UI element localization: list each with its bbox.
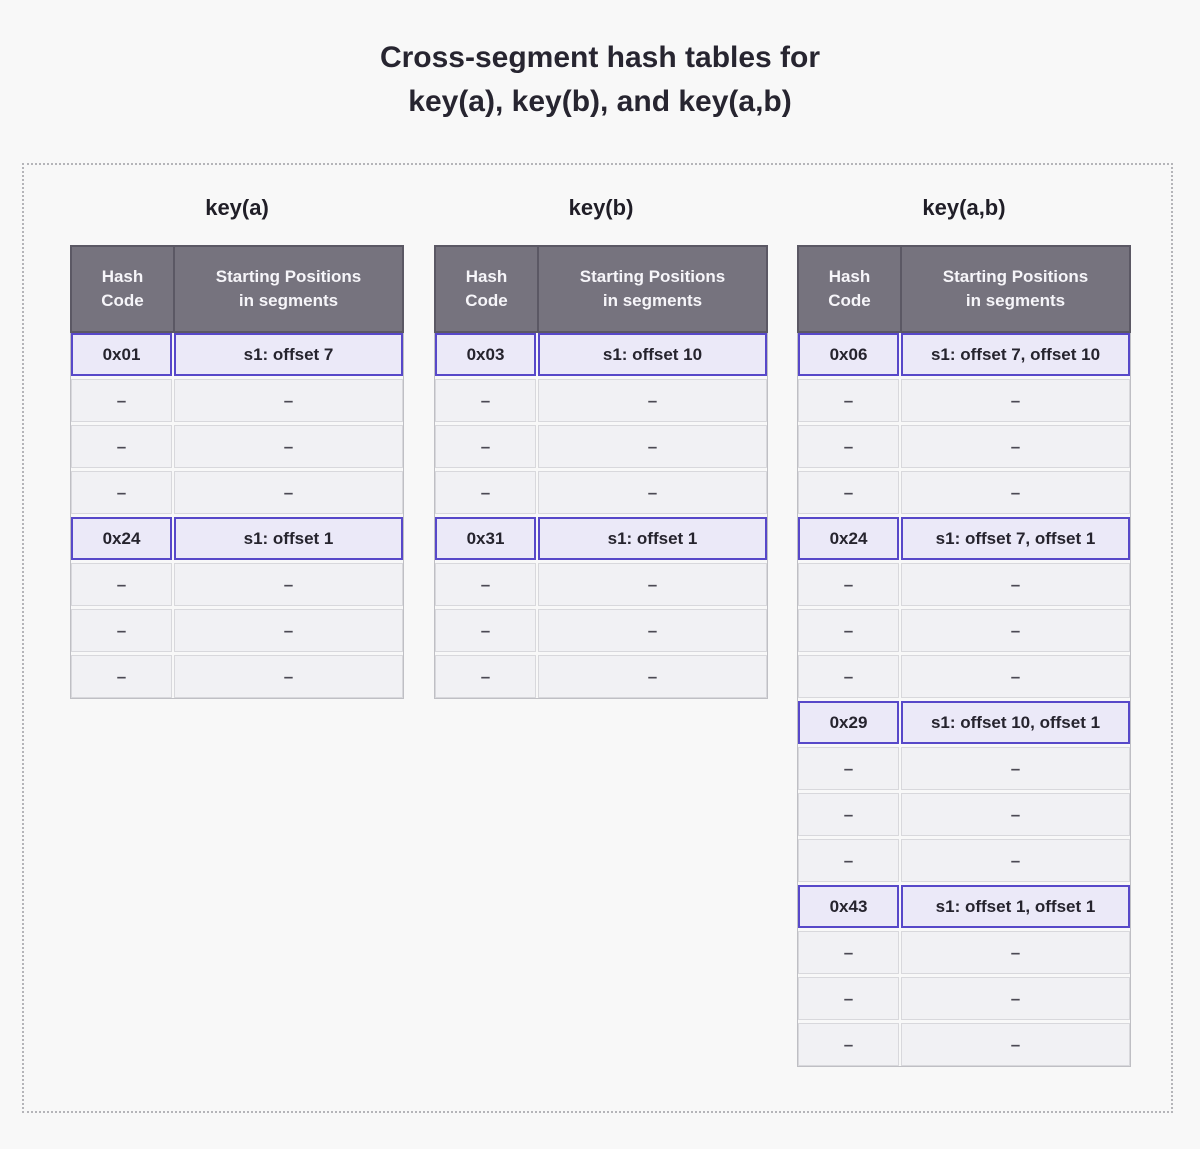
starting-positions-cell: – [901, 379, 1130, 422]
hash-code-cell: 0x24 [798, 517, 899, 560]
table-header [434, 245, 768, 333]
hash-code-cell: – [71, 609, 172, 652]
table-title-key-b: key(b) [568, 195, 634, 220]
starting-positions-cell: – [901, 563, 1130, 606]
hash-code-header [72, 247, 175, 331]
diagram-title-line1: Cross-segment hash tables for [379, 41, 821, 74]
starting-positions-cell: s1: offset 1, offset 1 [901, 885, 1130, 928]
starting-positions-cell: – [901, 425, 1130, 468]
hash-code-cell: – [435, 655, 536, 698]
table-row-empty [798, 609, 1130, 652]
hash-code-header-line1: Hash [101, 267, 144, 286]
table-row-empty [798, 655, 1130, 698]
table-row-entry [798, 701, 1130, 744]
hash-code-cell: – [798, 379, 899, 422]
diagram-title-line2: key(a), key(b), and key(a,b) [408, 85, 792, 118]
hash-code-header-line2: Code [101, 291, 144, 310]
table-row-empty [798, 793, 1130, 836]
table-row-empty [435, 563, 767, 606]
hash-code-cell: 0x03 [435, 333, 536, 376]
hash-code-cell: – [71, 471, 172, 514]
table-row-empty [71, 425, 403, 468]
starting-positions-header [902, 247, 1129, 331]
starting-positions-cell: s1: offset 1 [174, 517, 403, 560]
starting-positions-cell: s1: offset 1 [538, 517, 767, 560]
starting-positions-cell: – [901, 471, 1130, 514]
table-row-entry [798, 517, 1130, 560]
hash-code-cell: 0x01 [71, 333, 172, 376]
table-row-empty [798, 379, 1130, 422]
table-body [797, 333, 1131, 1067]
starting-positions-cell: – [174, 425, 403, 468]
hash-code-cell: – [71, 563, 172, 606]
table-row-empty [435, 379, 767, 422]
table-row-empty [798, 839, 1130, 882]
table-row-empty [798, 931, 1130, 974]
starting-positions-cell: – [174, 471, 403, 514]
hash-code-header-line1: Hash [465, 267, 508, 286]
table-row-empty [798, 1023, 1130, 1066]
table-row-empty [71, 563, 403, 606]
starting-positions-cell: – [538, 425, 767, 468]
hash-code-cell: – [798, 1023, 899, 1066]
table-row-empty [798, 563, 1130, 606]
table-body [70, 333, 404, 699]
starting-positions-cell: s1: offset 7 [174, 333, 403, 376]
hash-code-header-line2: Code [465, 291, 508, 310]
table-row-empty [71, 471, 403, 514]
hash-code-cell: – [798, 655, 899, 698]
hash-code-header-line1: Hash [828, 267, 871, 286]
starting-positions-header-line2: in segments [238, 291, 339, 310]
table-row-empty [798, 977, 1130, 1020]
table-row-entry [435, 333, 767, 376]
starting-positions-cell: – [174, 379, 403, 422]
hash-code-cell: – [435, 471, 536, 514]
hash-code-cell: – [798, 425, 899, 468]
table-row-empty [435, 655, 767, 698]
hash-code-cell: – [798, 747, 899, 790]
starting-positions-header-line2: in segments [602, 291, 703, 310]
table-row-empty [71, 609, 403, 652]
table-row-empty [435, 471, 767, 514]
table-row-entry [71, 333, 403, 376]
starting-positions-cell: – [901, 839, 1130, 882]
table-row-empty [798, 471, 1130, 514]
starting-positions-cell: – [901, 1023, 1130, 1066]
diagram-title [0, 36, 1200, 124]
hash-table-key-b [434, 195, 768, 699]
starting-positions-cell: – [538, 563, 767, 606]
starting-positions-cell: – [901, 747, 1130, 790]
hash-code-cell: – [798, 609, 899, 652]
hash-code-cell: – [798, 931, 899, 974]
starting-positions-cell: s1: offset 7, offset 10 [901, 333, 1130, 376]
table-row-entry [435, 517, 767, 560]
hash-code-cell: – [798, 793, 899, 836]
hash-table-key-a [70, 195, 404, 699]
table-title-key-a: key(a) [205, 195, 269, 220]
starting-positions-cell: – [538, 655, 767, 698]
starting-positions-cell: – [174, 563, 403, 606]
hash-code-cell: 0x43 [798, 885, 899, 928]
table-row-empty [435, 609, 767, 652]
starting-positions-header-line1: Starting Positions [579, 267, 726, 286]
starting-positions-cell: – [901, 931, 1130, 974]
hash-code-cell: – [71, 655, 172, 698]
table-row-empty [435, 425, 767, 468]
hash-code-header-line2: Code [828, 291, 871, 310]
hash-code-cell: – [71, 425, 172, 468]
table-row-entry [798, 885, 1130, 928]
hash-code-cell: – [798, 977, 899, 1020]
table-row-entry [71, 517, 403, 560]
table-row-empty [798, 425, 1130, 468]
starting-positions-cell: – [174, 655, 403, 698]
starting-positions-cell: – [538, 379, 767, 422]
hash-code-header [799, 247, 902, 331]
hash-code-cell: – [435, 379, 536, 422]
starting-positions-cell: s1: offset 7, offset 1 [901, 517, 1130, 560]
table-title-key-ab: key(a,b) [922, 195, 1006, 220]
starting-positions-cell: – [538, 471, 767, 514]
hash-code-cell: 0x06 [798, 333, 899, 376]
hash-code-cell: – [435, 425, 536, 468]
hash-code-cell: – [798, 471, 899, 514]
starting-positions-cell: – [901, 655, 1130, 698]
starting-positions-header [175, 247, 402, 331]
starting-positions-header-line1: Starting Positions [215, 267, 362, 286]
hash-code-cell: – [798, 839, 899, 882]
starting-positions-header [539, 247, 766, 331]
dotted-frame [22, 163, 1173, 1113]
table-header [797, 245, 1131, 333]
starting-positions-cell: – [538, 609, 767, 652]
hash-code-cell: – [71, 379, 172, 422]
hash-code-cell: 0x29 [798, 701, 899, 744]
hash-code-header [436, 247, 539, 331]
table-row-empty [71, 655, 403, 698]
table-row-empty [798, 747, 1130, 790]
hash-code-cell: – [798, 563, 899, 606]
starting-positions-cell: – [901, 977, 1130, 1020]
hash-code-cell: – [435, 609, 536, 652]
starting-positions-cell: – [174, 609, 403, 652]
table-header [70, 245, 404, 333]
hash-table-key-ab [797, 195, 1131, 1067]
starting-positions-cell: – [901, 793, 1130, 836]
table-row-entry [798, 333, 1130, 376]
table-body [434, 333, 768, 699]
table-row-empty [71, 379, 403, 422]
hash-code-cell: – [435, 563, 536, 606]
hash-code-cell: 0x31 [435, 517, 536, 560]
starting-positions-header-line1: Starting Positions [942, 267, 1089, 286]
starting-positions-cell: s1: offset 10 [538, 333, 767, 376]
hash-code-cell: 0x24 [71, 517, 172, 560]
starting-positions-header-line2: in segments [965, 291, 1066, 310]
starting-positions-cell: s1: offset 10, offset 1 [901, 701, 1130, 744]
starting-positions-cell: – [901, 609, 1130, 652]
